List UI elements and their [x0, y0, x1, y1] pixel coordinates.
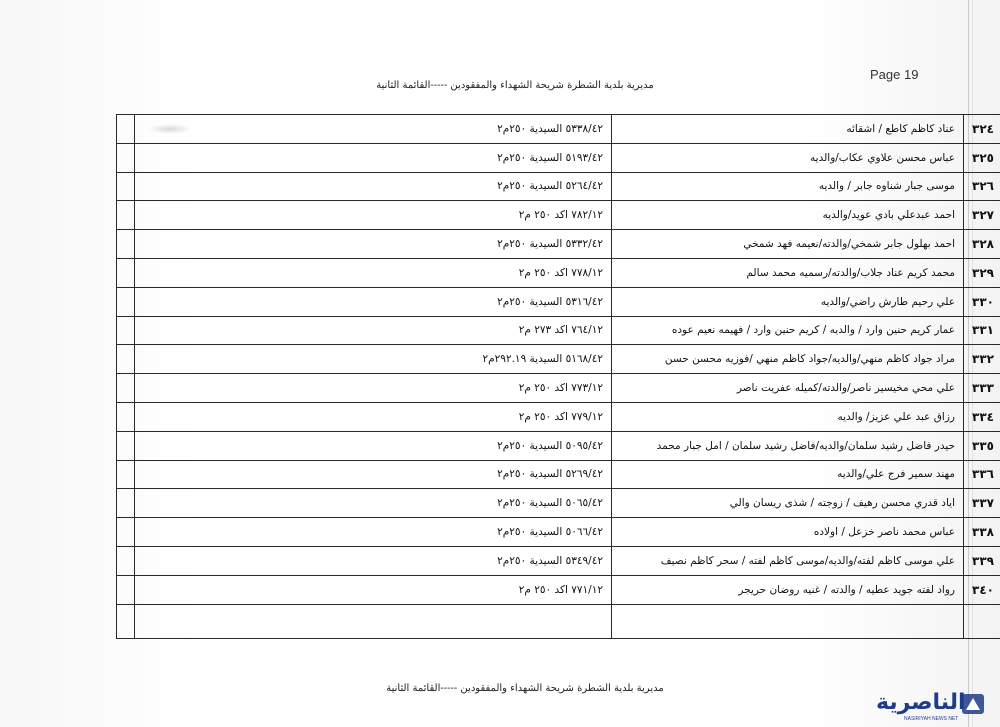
scan-smudge — [148, 124, 192, 134]
row-number: ٣٣٩ — [964, 546, 1000, 575]
empty-cell — [117, 287, 135, 316]
table-row — [117, 489, 1000, 518]
plot-text: ٥١٩٣/٤٢ السيدية ٢٥٠م٢ — [497, 151, 603, 164]
plot-details — [135, 546, 612, 575]
plot-text: ٥٣١٦/٤٢ السيدية ٢٥٠م٢ — [497, 295, 603, 308]
table-row — [117, 518, 1000, 547]
plot-details — [135, 402, 612, 431]
plot-details — [135, 316, 612, 345]
row-number: ٣٣٠ — [964, 287, 1000, 316]
table-row — [117, 316, 1000, 345]
plot-text: ٥٣٤٩/٤٢ السيدية ٢٥٠م٢ — [497, 554, 603, 567]
table-row — [117, 172, 1000, 201]
row-number: ٣٣٨ — [964, 518, 1000, 547]
plot-text: ٧٧١/١٢ اكد ٢٥٠ م٢ — [518, 583, 603, 596]
plot-details — [135, 172, 612, 201]
beneficiary-name: علي رحيم طارش راضي/والديه — [612, 287, 964, 316]
plot-text: ٥٠٦٦/٤٢ السيدية ٢٥٠م٢ — [497, 526, 603, 539]
row-number: ٣٢٧ — [964, 201, 1000, 230]
beneficiary-name: احمد بهلول جابر شمخي/والدته/نعيمه فهد شمخي — [612, 230, 964, 259]
plot-text: ٥٣٣٨/٤٢ السيدية ٢٥٠م٢ — [497, 122, 603, 135]
plot-details — [135, 287, 612, 316]
table-row — [117, 431, 1000, 460]
row-number: ٣٣٢ — [964, 345, 1000, 374]
plot-details — [135, 230, 612, 259]
plot-details — [135, 431, 612, 460]
beneficiary-name: رواد لفته جويد عطيه / والدته / غنيه روضان حريجر — [612, 575, 964, 604]
beneficiary-name: عباس محمد ناصر خزعل / اولاده — [612, 518, 964, 547]
table-row — [117, 460, 1000, 489]
page-number: Page 19 — [870, 67, 919, 82]
beneficiary-name: حيدر فاضل رشيد سلمان/والديه/فاضل رشيد سلمان / امل جبار محمد — [612, 431, 964, 460]
empty-cell — [117, 374, 135, 403]
empty-cell — [117, 431, 135, 460]
table-row — [117, 115, 1000, 144]
watermark-logo-text: الناصرية — [876, 690, 966, 715]
empty-cell — [117, 316, 135, 345]
plot-text: ٧٦٤/١٢ اكد ٢٧٣ م٢ — [518, 324, 603, 337]
row-number: ٣٢٤ — [964, 115, 1000, 144]
watermark-logo-subtext: NASIRIYAH NEWS NET — [904, 716, 959, 722]
plot-details — [135, 575, 612, 604]
plot-text: ٥٢٦٩/٤٢ السيدية ٢٥٠م٢ — [497, 468, 603, 481]
plot-details — [135, 115, 612, 144]
plot-details — [135, 489, 612, 518]
row-number: ٣٣٣ — [964, 374, 1000, 403]
beneficiary-name: مراد جواد كاظم منهي/والديه/جواد كاظم منهي /فوزيه محسن حسن — [612, 345, 964, 374]
plot-text: ٥٢٦٤/٤٢ السيدية ٢٥٠م٢ — [497, 180, 603, 193]
table-row — [117, 287, 1000, 316]
beneficiary-name: علي محي مخيسير ناصر/والدته/كميله عفريت ناصر — [612, 374, 964, 403]
beneficiary-name: محمد كريم عناد جلاب/والدته/رسميه محمد سالم — [612, 258, 964, 287]
plot-text: ٧٧٨/١٢ اكد ٢٥٠ م٢ — [518, 266, 603, 279]
beneficiary-name: عمار كريم حنين وارد / والديه / كريم حنين وارد / فهيمه نعيم عوده — [612, 316, 964, 345]
table-row — [117, 345, 1000, 374]
plot-text: ٧٨٢/١٢ اكد ٢٥٠ م٢ — [518, 209, 603, 222]
plot-text: ٥٣٣٢/٤٢ السيدية ٢٥٠م٢ — [497, 238, 603, 251]
plot-details — [135, 460, 612, 489]
document-footer: مديرية بلدية الشطرة شريحة الشهداء والمفقودين -----القائمة الثانية — [386, 683, 664, 694]
empty-cell — [117, 143, 135, 172]
empty-cell — [117, 172, 135, 201]
row-number: ٣٣١ — [964, 316, 1000, 345]
table-row — [117, 546, 1000, 575]
row-number: ٣٢٦ — [964, 172, 1000, 201]
plot-details — [135, 258, 612, 287]
plot-text: ٧٧٣/١٢ اكد ٢٥٠ م٢ — [518, 382, 603, 395]
names-table — [116, 114, 1000, 639]
plot-details — [135, 143, 612, 172]
empty-cell — [117, 604, 135, 638]
plot-details — [135, 518, 612, 547]
row-number: ٣٤٠ — [964, 575, 1000, 604]
plot-text: ٧٧٩/١٢ اكد ٢٥٠ م٢ — [518, 410, 603, 423]
plot-details — [135, 201, 612, 230]
plot-text: ٥١٦٨/٤٢ السيدية ٢٩٢.١٩م٢ — [482, 353, 603, 366]
empty-cell — [117, 201, 135, 230]
plot-text: ٥٠٩٥/٤٢ السيدية ٢٥٠م٢ — [497, 439, 603, 452]
row-number: ٣٣٤ — [964, 402, 1000, 431]
row-number: ٣٣٥ — [964, 431, 1000, 460]
table-row — [117, 402, 1000, 431]
plot-text: ٥٠٦٥/٤٢ السيدية ٢٥٠م٢ — [497, 497, 603, 510]
watermark-logo — [876, 690, 988, 722]
beneficiary-name: اياد قدري محسن رهيف / زوجته / شذى ريسان والي — [612, 489, 964, 518]
empty-cell — [117, 575, 135, 604]
empty-cell — [117, 115, 135, 144]
table-row — [117, 230, 1000, 259]
beneficiary-name: علي موسى كاظم لفته/والديه/موسى كاظم لفته / سحر كاظم نصيف — [612, 546, 964, 575]
empty-cell — [117, 518, 135, 547]
empty-table-row — [117, 604, 1000, 638]
beneficiary-name: موسى جبار شناوه جابر / والديه — [612, 172, 964, 201]
row-number: ٣٣٦ — [964, 460, 1000, 489]
beneficiary-name: عباس محسن علاوي عكاب/والديه — [612, 143, 964, 172]
table-row — [117, 374, 1000, 403]
row-number: ٣٣٧ — [964, 489, 1000, 518]
table-row — [117, 575, 1000, 604]
beneficiary-name: رزاق عبد علي عزيز/ والديه — [612, 402, 964, 431]
row-number: ٣٢٨ — [964, 230, 1000, 259]
beneficiary-name: عناد كاظم كاطع / اشقائه — [612, 115, 964, 144]
plot-details — [135, 374, 612, 403]
empty-cell — [117, 258, 135, 287]
table-row — [117, 143, 1000, 172]
empty-cell — [117, 402, 135, 431]
empty-cell — [135, 604, 612, 638]
plot-details — [135, 345, 612, 374]
empty-cell — [964, 604, 1000, 638]
empty-cell — [612, 604, 964, 638]
empty-cell — [117, 489, 135, 518]
table-row — [117, 258, 1000, 287]
table-row — [117, 201, 1000, 230]
row-number: ٣٢٩ — [964, 258, 1000, 287]
empty-cell — [117, 546, 135, 575]
row-number: ٣٢٥ — [964, 143, 1000, 172]
empty-cell — [117, 460, 135, 489]
empty-cell — [117, 230, 135, 259]
beneficiary-name: مهند سمير فرج علي/والديه — [612, 460, 964, 489]
empty-cell — [117, 345, 135, 374]
document-header: مديرية بلدية الشطرة شريحة الشهداء والمفقودين -----القائمة الثانية — [376, 80, 654, 91]
beneficiary-name: احمد عبدعلي بادي عويد/والديه — [612, 201, 964, 230]
